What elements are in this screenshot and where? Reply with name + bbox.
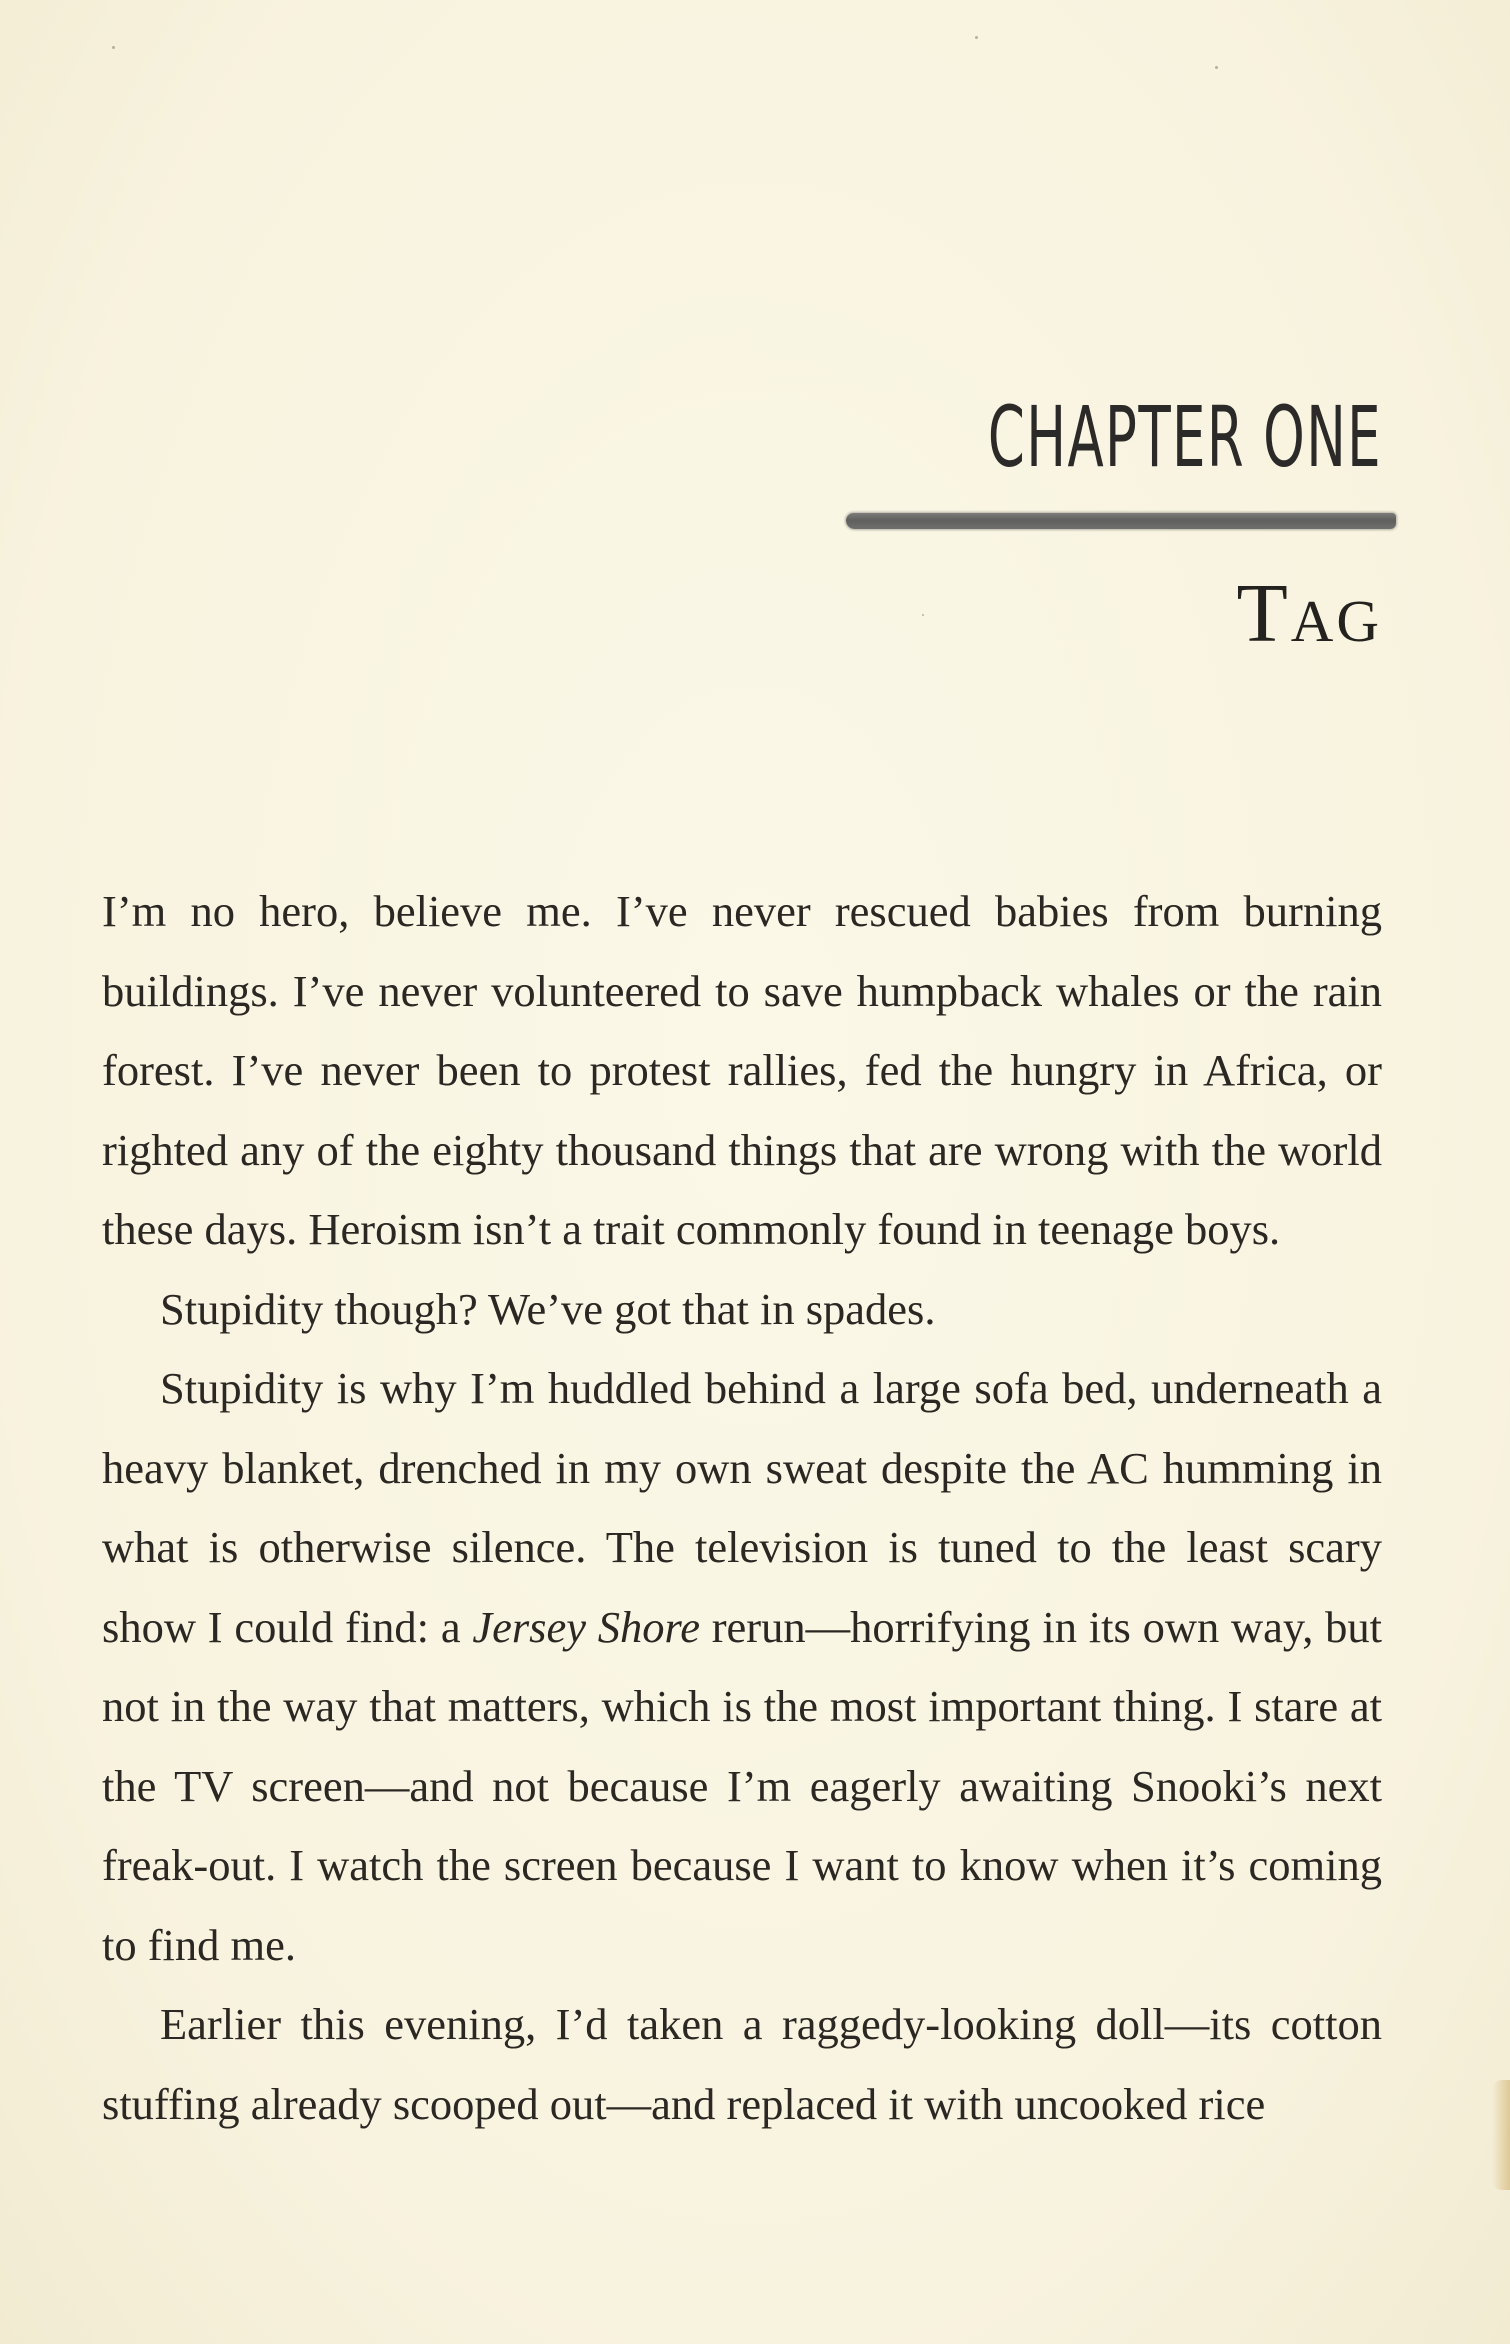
chapter-divider-bar [846,513,1396,529]
paragraph-3-text-after: rerun—horrifying in its own way, but not in the way that matters, which is the most important thing. I stare at the TV screen—and not because I’m eagerly awaiting Snooki’s next freak-out. I watch the screen because I want to know when it’s coming to find me. [102,1601,1383,1970]
paragraph-2: Stupidity though? We’ve got that in spades. [160,1283,936,1334]
paper-speck [922,614,924,616]
paragraph-4: Earlier this evening, I’d taken a raggedy-looking doll—its cotton stuffing already scooped out—and replaced it with uncooked rice [102,1999,1382,2129]
paper-speck [112,46,115,49]
paragraph-3 [102,1349,1382,1985]
page-edge-stain [1492,2080,1510,2190]
show-title-italic: Jersey Shore [472,1601,700,1652]
paragraph-3-text-before: Stupidity is why I’m huddled behind a large sofa bed, underneath a heavy blanket, drenched in my own sweat despite the AC humming in what is otherwise silence. The television is tuned to the least scary show I could find: a [102,1363,1382,1652]
paper-speck [1215,66,1218,69]
chapter-title: Tag [1236,567,1382,660]
chapter-label: CHAPTER ONE [987,388,1382,486]
body-text [102,872,1382,2144]
paragraph-1: I’m no hero, believe me. I’ve never rescued babies from burning buildings. I’ve never volunteered to save humpback whales or the rain forest. I’ve never been to protest rallies, fed the hungry in Africa, or righted any of the eighty thousand things that are wrong with the world these days. Heroism isn’t a trait commonly found in teenage boys. [102,886,1382,1254]
paper-speck [975,36,978,39]
